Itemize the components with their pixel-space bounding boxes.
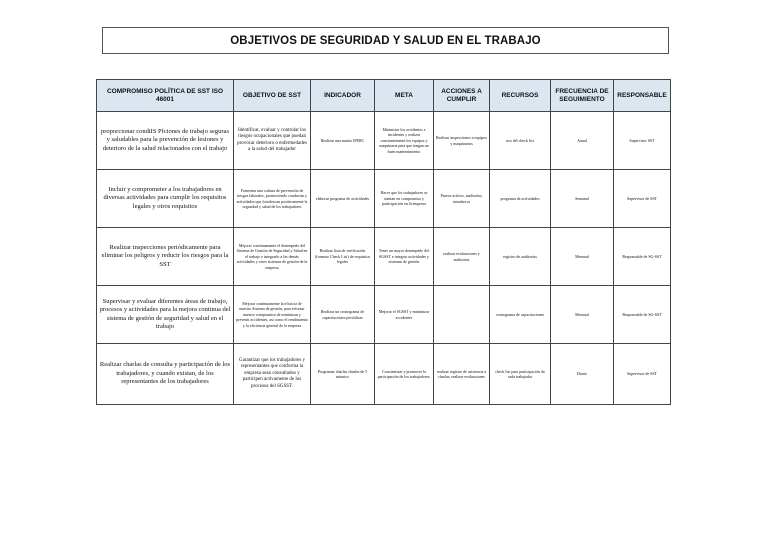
cell-objetivo: Fomentar una cultura de prevención de riesgos laborales, promoviendo conductas y actividades que fortalezcan positivamente la seguridad y salud de los trabajadores <box>234 170 311 228</box>
cell-compromiso: Realizar charlas de consulta y participación de los trabajadores, y cuando existan, de los representantes de los trabajadores <box>97 344 234 405</box>
cell-acciones: realizar evaluaciones y auditorias <box>434 228 490 286</box>
cell-compromiso: Incluir y comprometer a los trabajadores en diversas actividades para cumplir los requisitos legales y otros requisitos <box>97 170 234 228</box>
cell-meta: Concientizar y promover la participación de los trabajadores. <box>375 344 434 405</box>
cell-frecuencia: Semanal <box>551 170 614 228</box>
cell-meta: Tener un mayor desempeño del SGSST e integrar actividades y sistemas de gestión <box>375 228 434 286</box>
table-row <box>97 344 671 405</box>
cell-acciones <box>434 286 490 344</box>
cell-recursos: registro de auditorias <box>490 228 551 286</box>
cell-responsable: Supervisor de SST <box>614 170 671 228</box>
cell-frecuencia: Diario <box>551 344 614 405</box>
cell-meta: Hacer que los trabajadores se sientan en compromiso y participación en la empresa <box>375 170 434 228</box>
cell-frecuencia: Anual <box>551 112 614 170</box>
table-row <box>97 170 671 228</box>
cell-indicador: Realizar lista de verificación (formato Check List) de requisitos legales <box>311 228 375 286</box>
table-header-row <box>97 80 671 112</box>
cell-recursos: check list para participación de cada trabajador <box>490 344 551 405</box>
header-objetivo: OBJETIVO DE SST <box>234 80 311 112</box>
cell-indicador: elaborar programa de actividades <box>311 170 375 228</box>
cell-responsable: Supervisor de SST <box>614 344 671 405</box>
objectives-table <box>96 79 671 405</box>
cell-compromiso: Realizar inspecciones periódicamente para eliminar los peligros y reducir los riesgos para la SST <box>97 228 234 286</box>
cell-recursos: uso del check list <box>490 112 551 170</box>
cell-responsable: Responsable de SG-SST <box>614 286 671 344</box>
header-indicador: INDICADOR <box>311 80 375 112</box>
table-row <box>97 228 671 286</box>
cell-responsable: Responsable de SG-SST <box>614 228 671 286</box>
header-meta: META <box>375 80 434 112</box>
header-responsable: RESPONSABLE <box>614 80 671 112</box>
cell-compromiso: Supervisar y evaluar diferentes áreas de trabajo, procesos y actividades para la mejora continua del sistema de gestión de seguridad y salud en el trabajo <box>97 286 234 344</box>
cell-meta: Mejorar el SGSST y minimizar accidentes <box>375 286 434 344</box>
cell-recursos: cronograma de capacitaciones <box>490 286 551 344</box>
cell-indicador: Realizar un cronograma de capacitaciones periódicas <box>311 286 375 344</box>
cell-responsable: Supervisor SST <box>614 112 671 170</box>
cell-meta: Minimizar los accidentes e incidentes y realizar constantemente los equipos y maquinaria para que tengan un buen mantenimiento <box>375 112 434 170</box>
cell-acciones: realizar registro de asistencia a charlas, realizar evaluaciones <box>434 344 490 405</box>
cell-acciones: Paseos activos, auditorías, simulacros <box>434 170 490 228</box>
cell-acciones: Realizar inspecciones a equipos y maquinarias <box>434 112 490 170</box>
table-row <box>97 286 671 344</box>
page-title: OBJETIVOS DE SEGURIDAD Y SALUD EN EL TRABAJO <box>102 27 669 54</box>
header-recursos: RECURSOS <box>490 80 551 112</box>
cell-objetivo: Mejorar continuamente el desempeño del Sistema de Gestión de Seguridad y Salud en el trabajo e integrarlo a las demás actividades y otros sistemas de gestión de la empresa <box>234 228 311 286</box>
header-compromiso: COMPROMISO POLÍTICA DE SST ISO 46001 <box>97 80 234 112</box>
cell-frecuencia: Mensual <box>551 228 614 286</box>
header-frecuencia: FRECUENCIA DE SEGUIMIENTO <box>551 80 614 112</box>
header-acciones: ACCIONES A CUMPLIR <box>434 80 490 112</box>
cell-frecuencia: Mensual <box>551 286 614 344</box>
cell-objetivo: Identificar, evaluar y controlar los riesgos ocupacionales que puedan provocar deterioro o enfermedades a la salud del trabajador <box>234 112 311 170</box>
cell-objetivo: Garantizar que los trabajadores y representantes que conforma la empresa sean consultados y participen activamente de los procesos del SGSST. <box>234 344 311 405</box>
cell-indicador: Realizar una matriz IPERC <box>311 112 375 170</box>
cell-objetivo: Mejorar continuamente la eficacia de nuestro Sistema de gestión, para reforzar nuestro compromiso de minimizar y prevenir accidentes, así como el rendimiento y la eficiencia general de la empresa <box>234 286 311 344</box>
table-row <box>97 112 671 170</box>
cell-recursos: programa de actividades <box>490 170 551 228</box>
cell-indicador: Programar charlas charlas de 5 minutos <box>311 344 375 405</box>
cell-compromiso: proporcionar condiIS Pfciones de trabajo seguras y saludables para la prevención de lesiones y deterioro de la salud relacionados con el trabajo <box>97 112 234 170</box>
